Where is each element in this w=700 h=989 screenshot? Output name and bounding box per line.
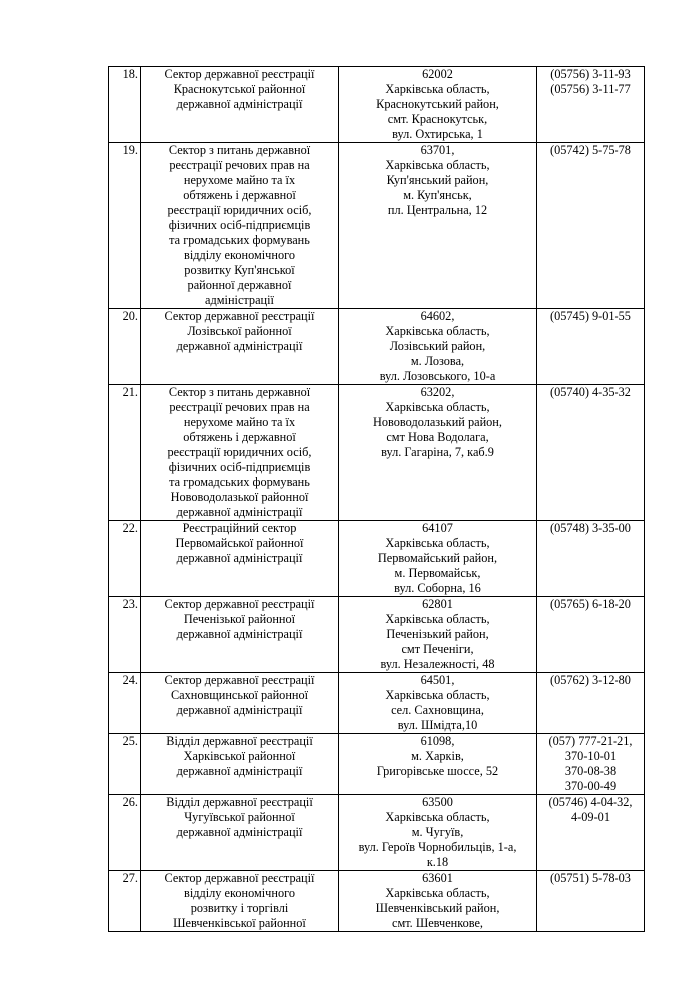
- office-name-line: розвитку Куп'янської: [184, 263, 295, 277]
- office-name-line: Харківської районної: [183, 749, 296, 763]
- row-number-cell: 24.: [109, 673, 141, 734]
- address-line: 62801: [422, 597, 453, 611]
- table-row: [109, 143, 645, 309]
- office-name-line: фізичних осіб-підприємців: [168, 460, 311, 474]
- office-name-line: реєстрації юридичних осіб,: [167, 203, 312, 217]
- office-name-line: відділу економічного: [184, 248, 295, 262]
- office-name-line: та громадських формувань: [169, 233, 310, 247]
- address-cell: [339, 385, 537, 521]
- address-cell: [339, 309, 537, 385]
- address-line: м. Чугуїв,: [411, 825, 464, 839]
- phone-line: (05745) 9-01-55: [550, 309, 631, 323]
- office-name-cell: [141, 673, 339, 734]
- phone-line: (05740) 4-35-32: [550, 385, 631, 399]
- phone-line: (05765) 6-18-20: [550, 597, 631, 611]
- office-name-line: обтяжень і державної: [183, 430, 296, 444]
- address-line: Краснокутський район,: [376, 97, 499, 111]
- address-cell: [339, 143, 537, 309]
- office-name-line: державної адміністрації: [176, 764, 303, 778]
- office-name-line: районної державної: [187, 278, 292, 292]
- table-row: [109, 385, 645, 521]
- office-name-cell: [141, 143, 339, 309]
- address-line: м. Лозова,: [410, 354, 465, 368]
- row-number-cell: 26.: [109, 795, 141, 871]
- office-name-line: Сектор державної реєстрації: [164, 309, 315, 323]
- table-row: [109, 521, 645, 597]
- table-row: [109, 734, 645, 795]
- office-name-line: адміністрації: [205, 293, 274, 307]
- phone-cell: [537, 795, 645, 871]
- address-cell: [339, 871, 537, 932]
- address-line: 64501,: [420, 673, 455, 687]
- office-name-cell: [141, 871, 339, 932]
- office-name-line: Сектор державної реєстрації: [164, 871, 315, 885]
- address-line: 61098,: [420, 734, 455, 748]
- address-line: к.18: [426, 855, 449, 869]
- table-row: [109, 795, 645, 871]
- address-cell: [339, 734, 537, 795]
- table-row: [109, 309, 645, 385]
- address-cell: [339, 795, 537, 871]
- phone-cell: [537, 521, 645, 597]
- row-number-cell: 19.: [109, 143, 141, 309]
- address-line: вул. Соборна, 16: [394, 581, 481, 595]
- address-line: смт Нова Водолага,: [386, 430, 489, 444]
- office-name-line: Сектор державної реєстрації: [164, 597, 315, 611]
- table-row: [109, 871, 645, 932]
- office-name-line: державної адміністрації: [176, 339, 303, 353]
- office-name-line: Краснокутської районної: [173, 82, 306, 96]
- office-name-line: Сахновщинської районної: [170, 688, 309, 702]
- address-line: Шевченківський район,: [375, 901, 500, 915]
- table-row: [109, 597, 645, 673]
- office-name-line: Чугуївської районної: [184, 810, 295, 824]
- address-cell: [339, 521, 537, 597]
- office-name-line: державної адміністрації: [176, 703, 303, 717]
- phone-line: 4-09-01: [571, 810, 610, 824]
- office-name-line: Шевченківської районної: [173, 916, 306, 930]
- table-row: [109, 67, 645, 143]
- address-cell: [339, 67, 537, 143]
- office-name-line: нерухоме майно та їх: [183, 415, 296, 429]
- phone-line: (05746) 4-04-32,: [548, 795, 633, 809]
- address-line: 63500: [422, 795, 453, 809]
- office-name-line: державної адміністрації: [176, 627, 303, 641]
- address-line: Харківська область,: [385, 158, 490, 172]
- row-number-cell: 21.: [109, 385, 141, 521]
- address-line: Григорівське шоссе, 52: [376, 764, 499, 778]
- row-number-cell: 25.: [109, 734, 141, 795]
- phone-cell: [537, 67, 645, 143]
- office-name-line: Сектор державної реєстрації: [164, 673, 315, 687]
- office-name-line: реєстрації юридичних осіб,: [167, 445, 312, 459]
- office-name-line: Сектор з питань державної: [168, 385, 311, 399]
- row-number-cell: 23.: [109, 597, 141, 673]
- office-name-line: Відділ державної реєстрації: [166, 795, 313, 809]
- address-line: м. Куп'янськ,: [403, 188, 472, 202]
- address-line: вул. Шмідта,10: [397, 718, 478, 732]
- address-line: Харківська область,: [385, 886, 490, 900]
- office-name-line: обтяжень і державної: [183, 188, 296, 202]
- phone-line: (05742) 5-75-78: [550, 143, 631, 157]
- office-name-cell: [141, 795, 339, 871]
- phone-line: 370-08-38: [564, 764, 617, 778]
- address-line: Печенізький район,: [386, 627, 489, 641]
- address-line: вул. Гагаріна, 7, каб.9: [381, 445, 494, 459]
- row-number-cell: 20.: [109, 309, 141, 385]
- office-name-line: Нововодолазької районної: [170, 490, 309, 504]
- office-name-cell: [141, 597, 339, 673]
- phone-line: (05748) 3-35-00: [550, 521, 631, 535]
- address-line: 64602,: [420, 309, 455, 323]
- phone-cell: [537, 143, 645, 309]
- phone-cell: [537, 309, 645, 385]
- office-name-line: Сектор державної реєстрації: [164, 67, 315, 81]
- address-line: смт. Краснокутськ,: [387, 112, 488, 126]
- address-line: вул. Героїв Чорнобильців, 1-а,: [358, 840, 517, 854]
- address-line: вул. Лозовського, 10-а: [379, 369, 496, 383]
- phone-line: (05751) 5-78-03: [550, 871, 631, 885]
- address-line: 63601: [422, 871, 453, 885]
- address-line: Первомайський район,: [377, 551, 498, 565]
- office-name-line: державної адміністрації: [176, 551, 303, 565]
- table-body: [109, 67, 645, 932]
- office-name-cell: [141, 385, 339, 521]
- row-number-cell: 18.: [109, 67, 141, 143]
- address-line: Харківська область,: [385, 324, 490, 338]
- phone-line: 370-10-01: [564, 749, 617, 763]
- office-name-line: реєстрації речових прав на: [169, 158, 310, 172]
- address-line: 62002: [422, 67, 453, 81]
- address-line: вул. Незалежності, 48: [380, 657, 495, 671]
- phone-line: (05756) 3-11-93: [550, 67, 631, 81]
- address-line: 63202,: [420, 385, 455, 399]
- office-name-line: Реєстраційний сектор: [182, 521, 297, 535]
- office-name-line: реєстрації речових прав на: [169, 400, 310, 414]
- office-name-line: Печенізької районної: [183, 612, 296, 626]
- office-name-line: розвитку і торгівлі: [190, 901, 289, 915]
- address-line: Лозівський район,: [389, 339, 486, 353]
- phone-cell: [537, 734, 645, 795]
- phone-cell: [537, 597, 645, 673]
- office-name-line: Лозівської районної: [187, 324, 292, 338]
- address-line: Харківська область,: [385, 688, 490, 702]
- address-line: м. Первомайськ,: [394, 566, 481, 580]
- phone-line: (057) 777-21-21,: [548, 734, 633, 748]
- office-name-cell: [141, 734, 339, 795]
- office-name-line: державної адміністрації: [176, 825, 303, 839]
- address-cell: [339, 597, 537, 673]
- office-name-line: Сектор з питань державної: [168, 143, 311, 157]
- address-line: Харківська область,: [385, 82, 490, 96]
- address-line: Харківська область,: [385, 612, 490, 626]
- address-line: Куп'янський район,: [386, 173, 489, 187]
- office-name-line: фізичних осіб-підприємців: [168, 218, 311, 232]
- office-name-line: відділу економічного: [184, 886, 295, 900]
- address-line: сел. Сахновщина,: [391, 703, 484, 717]
- office-name-cell: [141, 309, 339, 385]
- phone-cell: [537, 385, 645, 521]
- address-line: Харківська область,: [385, 810, 490, 824]
- office-name-line: Первомайської районної: [175, 536, 304, 550]
- office-name-line: та громадських формувань: [169, 475, 310, 489]
- office-name-line: Відділ державної реєстрації: [166, 734, 313, 748]
- phone-line: 370-00-49: [564, 779, 617, 793]
- phone-line: (05756) 3-11-77: [550, 82, 631, 96]
- address-line: м. Харків,: [411, 749, 464, 763]
- address-line: смт. Шевченкове,: [391, 916, 484, 930]
- address-line: 63701,: [420, 143, 455, 157]
- address-line: Харківська область,: [385, 400, 490, 414]
- table-row: [109, 673, 645, 734]
- registry-offices-table: [108, 66, 645, 932]
- phone-cell: [537, 673, 645, 734]
- address-line: 64107: [422, 521, 453, 535]
- address-line: смт Печеніги,: [401, 642, 474, 656]
- address-line: Харківська область,: [385, 536, 490, 550]
- row-number-cell: 22.: [109, 521, 141, 597]
- row-number-cell: 27.: [109, 871, 141, 932]
- phone-cell: [537, 871, 645, 932]
- address-cell: [339, 673, 537, 734]
- address-line: вул. Охтирська, 1: [392, 127, 483, 141]
- office-name-cell: [141, 67, 339, 143]
- office-name-line: державної адміністрації: [176, 505, 303, 519]
- office-name-cell: [141, 521, 339, 597]
- address-line: Нововодолазький район,: [373, 415, 502, 429]
- office-name-line: державної адміністрації: [176, 97, 303, 111]
- phone-line: (05762) 3-12-80: [550, 673, 631, 687]
- address-line: пл. Центральна, 12: [387, 203, 488, 217]
- office-name-line: нерухоме майно та їх: [183, 173, 296, 187]
